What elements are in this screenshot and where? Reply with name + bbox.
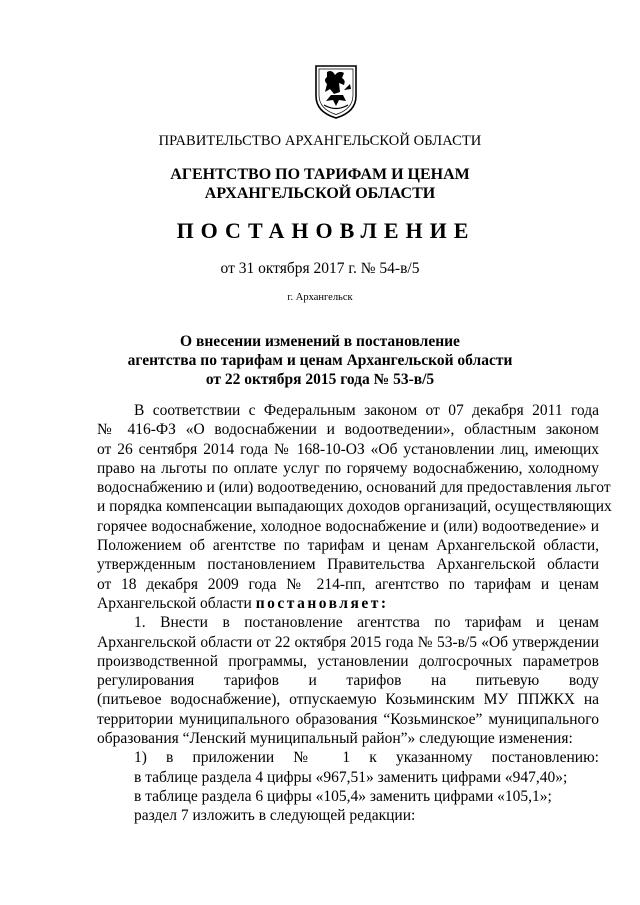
subject-line3: от 22 октября 2015 года № 53-в/5 [205, 371, 435, 388]
clause-line: территории муниципального образования “Козьминское” муниципального [97, 710, 599, 728]
body-line: от 18 декабря 2009 года № 214-пп, агентство по тарифам и ценам [97, 575, 599, 593]
clause-line: Архангельской области от 22 октября 2015 года № 53-в/5 «Об утверждении [97, 633, 599, 651]
subitem-1: 1) в приложении № 1 к указанному постановлению: [134, 749, 599, 767]
subitem-line: в таблице раздела 6 цифры «105,4» заменить цифрами «105,1»; [134, 787, 552, 805]
body-line: и порядка компенсации выпадающих доходов организаций, осуществляющих [97, 498, 612, 516]
body-line: право на льготы по оплате услуг по горячему водоснабжению, холодному [97, 459, 599, 477]
coat-of-arms-icon [313, 62, 359, 120]
document-body [97, 401, 612, 826]
clause-line: производственной программы, установлении долгосрочных параметров [97, 652, 599, 670]
body-line: В соответствии с Федеральным законом от 07 декабря 2011 года [134, 402, 599, 419]
date-and-number: от 31 октября 2017 г. № 54-в/5 [220, 260, 420, 277]
body-line: водоснабжению и (или) водоотведению, оснований для предоставления льгот [97, 479, 611, 497]
government-name: ПРАВИТЕЛЬСТВО АРХАНГЕЛЬСКОЙ ОБЛАСТИ [158, 133, 482, 149]
subitem-line: в таблице раздела 4 цифры «967,51» заменить цифрами «947,40»; [134, 768, 568, 786]
body-line: утвержденным постановлением Правительства Архангельской области [97, 556, 599, 574]
document-subject [0, 332, 640, 389]
body-line-decree [97, 594, 599, 613]
document-type: ПОСТАНОВЛЕНИЕ [176, 218, 476, 243]
decree-word: постановляет: [255, 594, 389, 612]
body-line: горячее водоснабжение, холодное водоснабжение и (или) водоотведение» и [97, 517, 599, 535]
body-line: Положением об агентстве по тарифам и ценам Архангельской области, [97, 537, 599, 555]
subject-line2: агентства по тарифам и ценам Архангельской области [127, 352, 513, 369]
agency-name-line2: АРХАНГЕЛЬСКОЙ ОБЛАСТИ [204, 185, 436, 202]
city: г. Архангельск [287, 292, 353, 303]
agency-name [0, 165, 640, 203]
agency-name-line1: АГЕНТСТВО ПО ТАРИФАМ И ЦЕНАМ [170, 166, 470, 183]
body-line: от 26 сентября 2014 года № 168-10-ОЗ «Об установлении лиц, имеющих [97, 440, 599, 458]
clause-line: регулирования тарифов и тарифов на питьевую воду [97, 672, 599, 690]
body-line: № 416-ФЗ «О водоснабжении и водоотведении», областным законом [97, 421, 599, 439]
clause-line: 1. Внести в постановление агентства по тарифам и ценам [134, 614, 599, 632]
subitem-line: раздел 7 изложить в следующей редакции: [134, 807, 416, 825]
subject-line1: О внесении изменений в постановление [180, 333, 460, 350]
preamble-last-text: Архангельской области [97, 594, 252, 612]
clause-line: образования “Ленский муниципальный район”» следующие изменения: [97, 730, 573, 748]
clause-line: (питьевое водоснабжение), отпускаемую Козьминским МУ ППЖКХ на [97, 691, 599, 709]
